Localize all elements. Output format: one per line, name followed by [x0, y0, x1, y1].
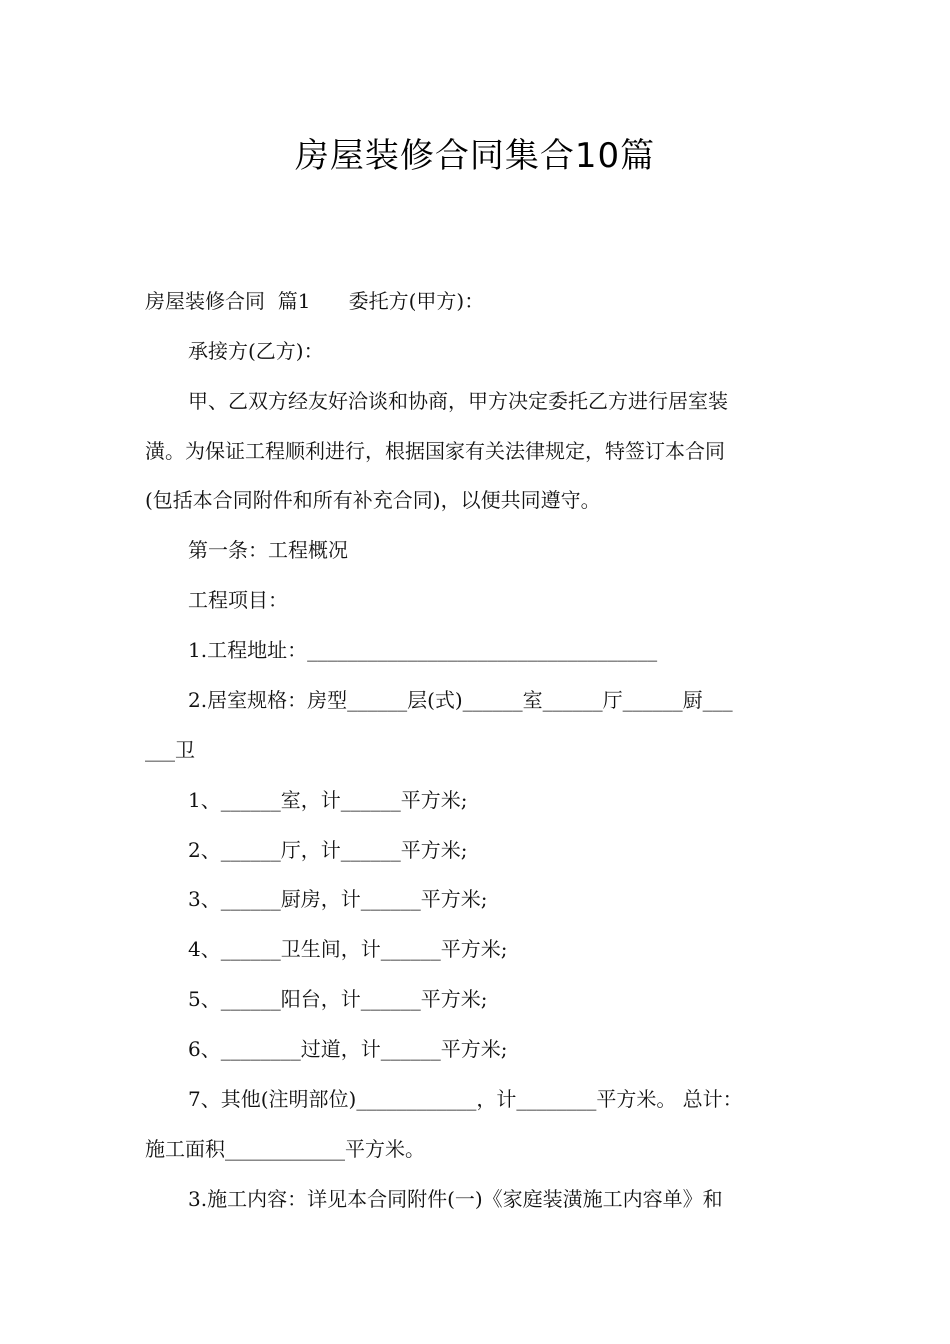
list-item: 1.工程地址：___________________________________ — [188, 638, 658, 662]
list-item-continuation: ___卫 — [145, 738, 195, 762]
article-heading: 第一条：工程概况 — [188, 538, 348, 562]
list-item: 6、________过道，计______平方米; — [188, 1037, 508, 1061]
document-title: 房屋装修合同集合10篇 — [294, 136, 656, 176]
paragraph-line: (包括本合同附件和所有补充合同)，以便共同遵守。 — [145, 488, 601, 512]
party-b-line: 承接方(乙方)： — [188, 339, 324, 363]
section-heading: 工程项目： — [188, 588, 288, 612]
paragraph-line: 潢。为保证工程顺利进行，根据国家有关法律规定，特签订本合同 — [145, 439, 725, 463]
list-item: 4、______卫生间，计______平方米; — [188, 937, 508, 961]
contract-heading-line: 房屋装修合同 篇1 委托方(甲方)： — [145, 289, 485, 313]
list-item: 3.施工内容：详见本合同附件(一)《家庭装潢施工内容单》和 — [188, 1187, 723, 1211]
list-item: 2.居室规格：房型______层(式)______室______厅______厨___ — [188, 688, 733, 712]
list-item: 2、______厅，计______平方米; — [188, 838, 468, 862]
list-item-continuation: 施工面积____________平方米。 — [145, 1137, 425, 1161]
paragraph-line: 甲、乙双方经友好洽谈和协商，甲方决定委托乙方进行居室装 — [188, 389, 728, 413]
list-item: 1、______室，计______平方米; — [188, 788, 468, 812]
list-item: 5、______阳台，计______平方米; — [188, 987, 488, 1011]
list-item: 7、其他(注明部位)____________，计________平方米。 总计： — [188, 1087, 743, 1111]
list-item: 3、______厨房，计______平方米; — [188, 887, 488, 911]
